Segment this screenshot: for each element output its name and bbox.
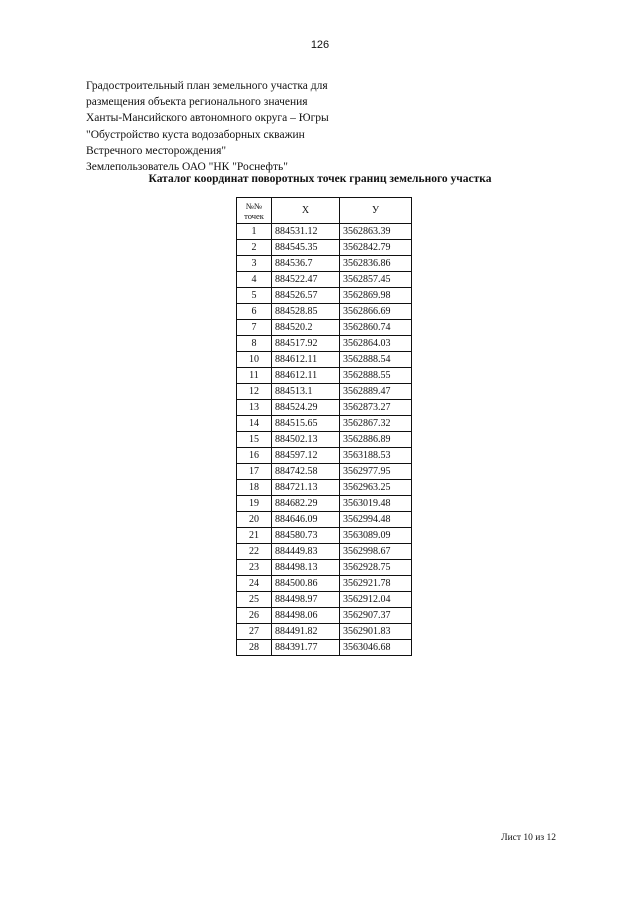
header-line: Ханты-Мансийского автономного округа – Югры [86,112,329,125]
y-coordinate-cell: 3562888.54 [340,352,412,368]
x-coordinate-cell: 884513.1 [272,384,340,400]
x-coordinate-cell: 884526.57 [272,288,340,304]
y-coordinate-cell: 3562888.55 [340,368,412,384]
point-number-cell: 21 [237,528,272,544]
table-row [237,544,412,560]
y-coordinate-cell: 3562912.04 [340,592,412,608]
y-coordinate-cell: 3563019.48 [340,496,412,512]
table-row [237,512,412,528]
table-row [237,640,412,656]
x-coordinate-cell: 884517.92 [272,336,340,352]
header-line: Встречного месторождения" [86,144,227,157]
y-coordinate-cell: 3562907.37 [340,608,412,624]
y-coordinate-cell: 3562977.95 [340,464,412,480]
y-coordinate-cell: 3562994.48 [340,512,412,528]
x-coordinate-cell: 884391.77 [272,640,340,656]
table-row [237,496,412,512]
y-coordinate-cell: 3562867.32 [340,416,412,432]
column-header-x: X [272,198,340,224]
y-coordinate-cell: 3562928.75 [340,560,412,576]
table-row [237,560,412,576]
point-number-cell: 13 [237,400,272,416]
y-coordinate-cell: 3563046.68 [340,640,412,656]
x-coordinate-cell: 884520.2 [272,320,340,336]
point-number-cell: 8 [237,336,272,352]
table-row [237,368,412,384]
sheet-footer: Лист 10 из 12 [501,833,556,843]
table-row [237,592,412,608]
x-coordinate-cell: 884500.86 [272,576,340,592]
point-number-cell: 15 [237,432,272,448]
point-number-cell: 27 [237,624,272,640]
point-number-cell: 3 [237,256,272,272]
header-line: Градостроительный план земельного участка для [86,80,328,92]
point-number-cell: 14 [237,416,272,432]
x-coordinate-cell: 884597.12 [272,448,340,464]
table-row [237,400,412,416]
point-number-cell: 18 [237,480,272,496]
table-row [237,272,412,288]
x-coordinate-cell: 884515.65 [272,416,340,432]
y-coordinate-cell: 3562886.89 [340,432,412,448]
column-header-number-line2: точек [244,210,264,221]
table-row [237,528,412,544]
table-row [237,256,412,272]
point-number-cell: 19 [237,496,272,512]
y-coordinate-cell: 3562836.86 [340,256,412,272]
catalog-title: Каталог координат поворотных точек границ земельного участка [148,173,492,185]
point-number-cell: 24 [237,576,272,592]
point-number-cell: 28 [237,640,272,656]
x-coordinate-cell: 884491.82 [272,624,340,640]
y-coordinate-cell: 3563089.09 [340,528,412,544]
table-row [237,240,412,256]
table-body [237,224,412,656]
x-coordinate-cell: 884524.29 [272,400,340,416]
x-coordinate-cell: 884682.29 [272,496,340,512]
table-header-row [237,198,412,224]
table-row [237,432,412,448]
y-coordinate-cell: 3562901.83 [340,624,412,640]
point-number-cell: 17 [237,464,272,480]
y-coordinate-cell: 3562889.47 [340,384,412,400]
point-number-cell: 4 [237,272,272,288]
x-coordinate-cell: 884498.06 [272,608,340,624]
x-coordinate-cell: 884742.58 [272,464,340,480]
table-row [237,608,412,624]
header-line: Землепользователь ОАО "НК "Роснефть" [86,161,288,174]
table-row [237,304,412,320]
table-row [237,384,412,400]
y-coordinate-cell: 3563188.53 [340,448,412,464]
point-number-cell: 10 [237,352,272,368]
point-number-cell: 25 [237,592,272,608]
x-coordinate-cell: 884536.7 [272,256,340,272]
y-coordinate-cell: 3562963.25 [340,480,412,496]
document-header [86,78,556,175]
point-number-cell: 12 [237,384,272,400]
table-row [237,416,412,432]
x-coordinate-cell: 884531.12 [272,224,340,240]
point-number-cell: 5 [237,288,272,304]
coordinates-table [236,197,412,656]
x-coordinate-cell: 884502.13 [272,432,340,448]
point-number-cell: 20 [237,512,272,528]
point-number-cell: 1 [237,224,272,240]
y-coordinate-cell: 3562864.03 [340,336,412,352]
x-coordinate-cell: 884612.11 [272,352,340,368]
point-number-cell: 7 [237,320,272,336]
y-coordinate-cell: 3562873.27 [340,400,412,416]
table-row [237,288,412,304]
header-line: "Обустройство куста водозаборных скважин [86,128,305,141]
x-coordinate-cell: 884646.09 [272,512,340,528]
x-coordinate-cell: 884498.97 [272,592,340,608]
x-coordinate-cell: 884522.47 [272,272,340,288]
point-number-cell: 26 [237,608,272,624]
x-coordinate-cell: 884449.83 [272,544,340,560]
y-coordinate-cell: 3562857.45 [340,272,412,288]
x-coordinate-cell: 884498.13 [272,560,340,576]
table-row [237,336,412,352]
column-header-y: У [340,198,412,224]
header-line: размещения объекта регионального значения [86,96,308,109]
column-header-number-line1: №№ [245,200,263,211]
page-number: 126 [310,39,330,51]
table-row [237,576,412,592]
x-coordinate-cell: 884721.13 [272,480,340,496]
table-row [237,480,412,496]
y-coordinate-cell: 3562921.78 [340,576,412,592]
x-coordinate-cell: 884528.85 [272,304,340,320]
y-coordinate-cell: 3562863.39 [340,224,412,240]
y-coordinate-cell: 3562869.98 [340,288,412,304]
y-coordinate-cell: 3562842.79 [340,240,412,256]
point-number-cell: 16 [237,448,272,464]
x-coordinate-cell: 884612.11 [272,368,340,384]
x-coordinate-cell: 884580.73 [272,528,340,544]
table-row [237,624,412,640]
y-coordinate-cell: 3562866.69 [340,304,412,320]
table-row [237,224,412,240]
point-number-cell: 23 [237,560,272,576]
y-coordinate-cell: 3562860.74 [340,320,412,336]
table-row [237,448,412,464]
point-number-cell: 22 [237,544,272,560]
y-coordinate-cell: 3562998.67 [340,544,412,560]
table-row [237,352,412,368]
column-header-number [237,198,272,224]
point-number-cell: 2 [237,240,272,256]
point-number-cell: 6 [237,304,272,320]
x-coordinate-cell: 884545.35 [272,240,340,256]
point-number-cell: 11 [237,368,272,384]
table-row [237,320,412,336]
table-row [237,464,412,480]
